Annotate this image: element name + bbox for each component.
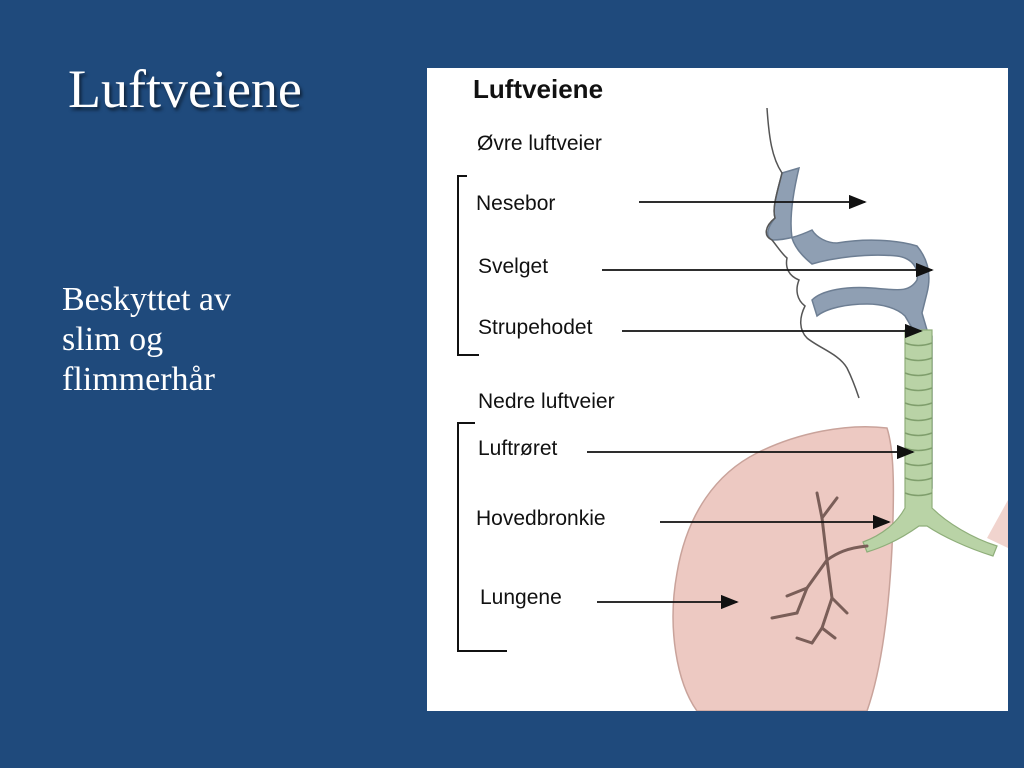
label-strupehodet: Strupehodet <box>478 316 593 339</box>
label-nesebor: Nesebor <box>476 192 556 215</box>
label-svelget: Svelget <box>478 255 549 278</box>
lower-airways-heading: Nedre luftveier <box>478 390 615 413</box>
slide-body-text: Beskyttet av slim og flimmerhår <box>62 281 232 399</box>
airway-diagram <box>427 68 1008 711</box>
label-hovedbronkie: Hovedbronkie <box>476 507 606 530</box>
lung-shape <box>673 427 893 711</box>
diagram-title: Luftveiene <box>473 74 604 104</box>
right-lung-shape <box>987 500 1008 548</box>
label-luftroret: Luftrøret <box>478 437 558 460</box>
slide-title: Luftveiene <box>68 59 302 119</box>
upper-airways-heading: Øvre luftveier <box>477 132 602 155</box>
label-lungene: Lungene <box>480 586 562 609</box>
